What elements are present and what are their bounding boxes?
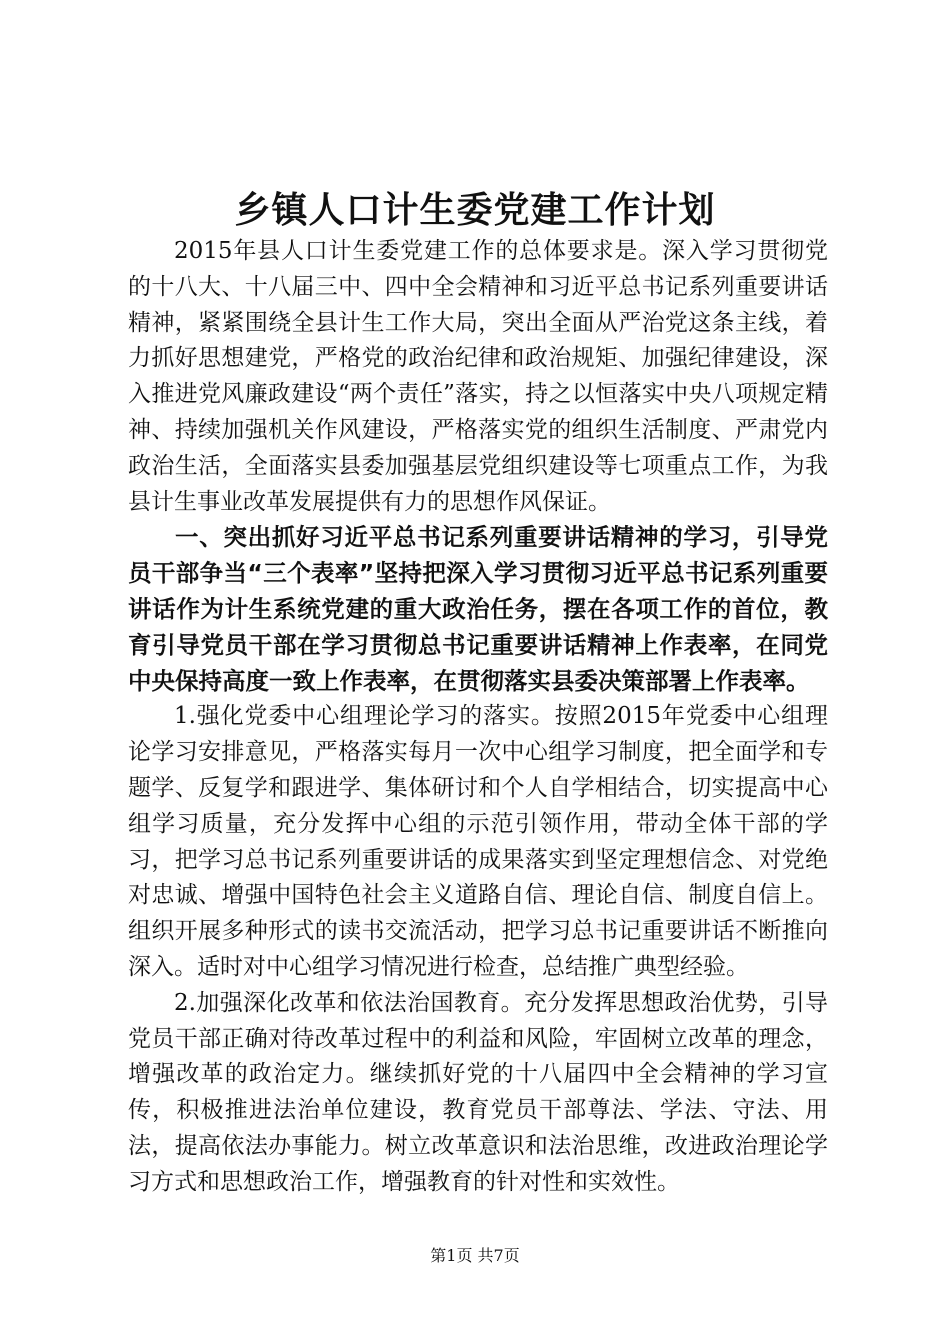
page-number-footer: 第1页 共7页: [430, 1246, 520, 1265]
item-two-paragraph: 2.加强深化改革和依法治国教育。充分发挥思想政治优势，引导党员干部正确对待改革过程中的利益和风险，牢固树立改革的理念，增强改革的政治定力。继续抓好党的十八届四中全会精神的学习宣传，积极推进法治单位建设，教育党员干部尊法、学法、守法、用法，提高依法办事能力。树立改革意识和法治思维，改进政治理论学习方式和思想政治工作，增强教育的针对性和实效性。: [128, 989, 828, 1195]
document-title: 乡镇人口计生委党建工作计划: [234, 189, 716, 231]
intro-paragraph: 2015年县人口计生委党建工作的总体要求是。深入学习贯彻党的十八大、十八届三中、四中全会精神和习近平总书记系列重要讲话精神，紧紧围绕全县计生工作大局，突出全面从严治党这条主线，着力抓好思想建党，严格党的政治纪律和政治规矩、加强纪律建设，深入推进党风廉政建设“两个责任”落实，持之以恒落实中央八项规定精神、持续加强机关作风建设，严格落实党的组织生活制度、严肃党内政治生活，全面落实县委加强基层党组织建设等七项重点工作，为我县计生事业改革发展提供有力的思想作风保证。: [128, 238, 828, 515]
item-one-paragraph: 1.强化党委中心组理论学习的落实。按照2015年党委中心组理论学习安排意见，严格落实每月一次中心组学习制度，把全面学和专题学、反复学和跟进学、集体研讨和个人自学相结合，切实提高中心组学习质量，充分发挥中心组的示范引领作用，带动全体干部的学习，把学习总书记系列重要讲话的成果落实到坚定理想信念、对党绝对忠诚、增强中国特色社会主义道路自信、理论自信、制度自信上。组织开展多种形式的读书交流活动，把学习总书记重要讲话不断推向深入。适时对中心组学习情况进行检查，总结推广典型经验。: [128, 703, 828, 980]
section-one-heading-paragraph: 一、突出抓好习近平总书记系列重要讲话精神的学习，引导党员干部争当“三个表率”坚持把深入学习贯彻习近平总书记系列重要讲话作为计生系统党建的重大政治任务，摆在各项工作的首位，教育引导党员干部在学习贯彻总书记重要讲话精神上作表率，在同党中央保持高度一致上作表率，在贯彻落实县委决策部署上作表率。: [128, 523, 828, 695]
document-body: [128, 234, 828, 1201]
